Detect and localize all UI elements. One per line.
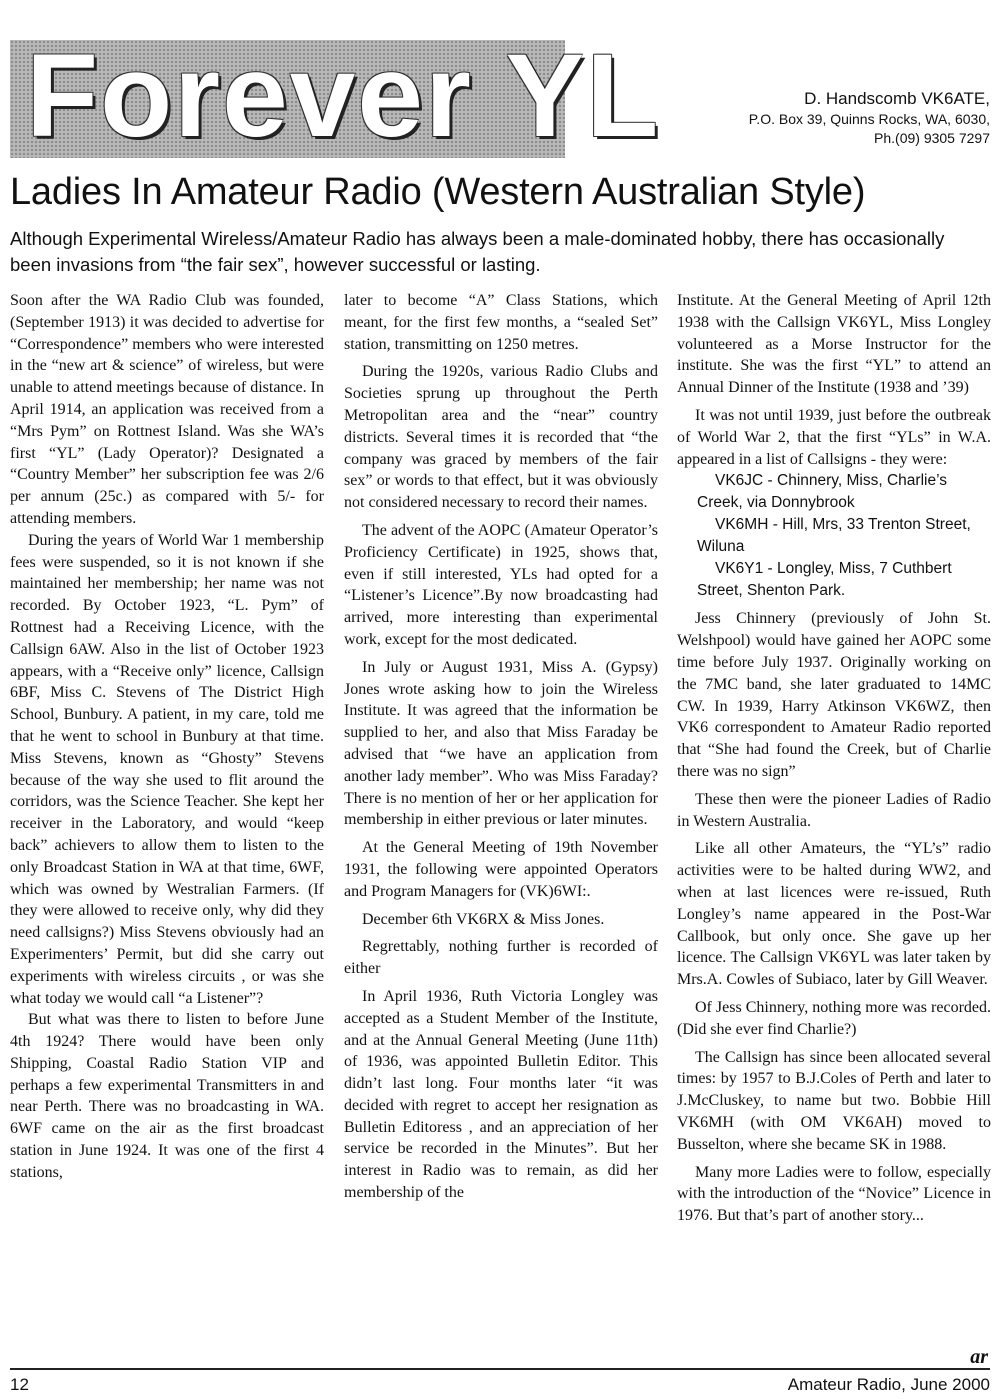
paragraph: At the General Meeting of 19th November 1931, the following were appointed Operators and Program Managers for (VK)6WI:. <box>344 839 658 900</box>
text-column-3 <box>677 290 991 1227</box>
paragraph: But what was there to listen to before June 4th 1924? There would have been only Shipping, Coastal Radio Station VIP and perhaps a few experimental Transmitters in and near Perth. There was no broadcasting in WA. 6WF came on the air as the first broadcast station in June 1924. It was one of the first 4 stations, <box>10 1011 324 1181</box>
paragraph: During the 1920s, various Radio Clubs and Societies sprung up throughout the Perth Metropolitan area and the “near” country districts. Several times it is recorded that “the company was graced by members of the fair sex” or words to that effect, but it was obviously not considered necessary to record their names. <box>344 363 658 512</box>
column-banner <box>10 30 661 162</box>
author-name: D. Handscomb VK6ATE, <box>804 89 990 108</box>
end-mark: ar <box>970 1346 988 1368</box>
paragraph: later to become “A” Class Stations, which meant, for the first few months, a “sealed Set” station, transmitting on 1250 metres. <box>344 292 658 353</box>
paragraph: The advent of the AOPC (Amateur Operator’s Proficiency Certificate) in 1925, shows that, even if still interested, YLs had opted for a “Listener’s Licence”.By now broadcasting had arrived, more interesting than experimental work, except for the most dedicated. <box>344 521 658 648</box>
paragraph: During the years of World War 1 membership fees were suspended, so it is not known if she maintained her membership; her name was not recorded. By October 1923, “L. Pym” of Rottnest had a Receiving Licence, with the Callsign 6AW. Also in the list of October 1923 appears, with a “Receive only” licence, Callsign 6BF, Miss C. Stevens of The District High School, Bunbury. A patient, in my care, told me that he went to school in Bunbury at that time. Miss Stevens, known as “Ghosty” Stevens because of the way she used to flit around the corridors, was the Science Teacher. She kept her receiver in the Laboratory, and would “keep back” achievers to allow them to listen to the only Broadcast Station in WA at that time, 6WF, which was owned by Westralian Farmers. (If they were allowed to receive only, why did they need callsigns?) Miss Stevens obviously had an Experimenters’ Permit, but did she carry out experiments with wireless circuits , or was she what today we would call “a Listener”? <box>10 531 324 1007</box>
paragraph: In July or August 1931, Miss A. (Gypsy) Jones wrote asking how to join the Wireless Institute. It was agreed that the information be supplied to her, and also that Miss Faraday be advised that “we have an application from another lady member”. Who was Miss Faraday? There is no mention of her or her application for membership in either previous or later minutes. <box>344 658 658 829</box>
paragraph: Soon after the WA Radio Club was founded, (September 1913) it was decided to advertise for “Correspondence” members who were interested in the “new art & science” of wireless, but were unable to attend meetings because of distance. In April 1914, an application was received from a “Mrs Pym” on Rottnest Island. Was she WA’s first “YL” (Lady Operator)? Designated a “Country Member” her subscription fee was 2/6 per annum (25c.) as compared with 5/- for attending members. <box>10 292 324 527</box>
paragraph: Many more Ladies were to follow, especially with the introduction of the “Novice” Licence in 1976. But that’s part of another story... <box>677 1163 991 1225</box>
paragraph: The Callsign has since been allocated several times: by 1957 to B.J.Coles of Perth and later to J.McCluskey, to name but two. Bobbie Hill VK6MH (with OM VK6AH) moved to Busselton, where she became SK in 1988. <box>677 1048 991 1153</box>
banner-title: Forever YL <box>26 30 661 162</box>
paragraph: These then were the pioneer Ladies of Radio in Western Australia. <box>677 790 991 830</box>
callsign-entry: VK6MH - Hill, Mrs, 33 Trenton Street, Wiluna <box>697 516 971 556</box>
paragraph: In April 1936, Ruth Victoria Longley was accepted as a Student Member of the Institute, and at the Annual General Meeting (June 11th) of 1936, was appointed Bulletin Editor. This didn’t last long. Four months later “it was decided with regret to accept her resignation as Bulletin Editoress , and an appreciation of her service be recorded in the Minutes”. But her interest in Radio was to remain, as did her membership of the <box>344 987 658 1202</box>
page-number: 12 <box>10 1375 29 1394</box>
article-standfirst: Although Experimental Wireless/Amateur Radio has always been a male-dominated hobby, there has occasionally been invasions from “the fair sex”, however successful or lasting. <box>10 228 945 275</box>
author-block <box>749 88 990 148</box>
paragraph: Like all other Amateurs, the “YL’s” radio activities were to be halted during WW2, and when at last licences were re-issued, Ruth Longley’s name appeared in the Post-War Callbook, but only once. She gave up her licence. The Callsign VK6YL was later taken by Mrs.A. Cowles of Subiaco, later by Gill Weaver. <box>677 840 991 989</box>
paragraph: Jess Chinnery (previously of John St. Welshpool) would have gained her AOPC some time before July 1937. Originally working on the 7MC band, she later graduated to 14MC CW. In 1939, Harry Atkinson VK6WZ, then VK6 correspondent to Amateur Radio reported that “She had found the Creek, but of Charlie there was no sign” <box>677 610 991 780</box>
paragraph: Regrettably, nothing further is recorded of either <box>344 938 658 978</box>
text-column-2 <box>344 290 658 1204</box>
paragraph: Of Jess Chinnery, nothing more was recorded. (Did she ever find Charlie?) <box>677 998 991 1038</box>
callsign-entry: VK6Y1 - Longley, Miss, 7 Cuthbert Street, Shenton Park. <box>697 560 952 600</box>
author-phone: Ph.(09) 9305 7297 <box>874 130 990 146</box>
paragraph: December 6th VK6RX & Miss Jones. <box>362 910 605 928</box>
text-column-1 <box>10 290 324 1184</box>
paragraph: It was not until 1939, just before the outbreak of World War 2, that the first “YLs” in W.A. appeared in a list of Callsigns - they were: <box>677 406 991 468</box>
callsign-entry: VK6JC - Chinnery, Miss, Charlie’s Creek, via Donnybrook <box>697 472 947 512</box>
author-address: P.O. Box 39, Quinns Rocks, WA, 6030, <box>748 111 990 127</box>
publication-info: Amateur Radio, June 2000 <box>787 1375 990 1394</box>
paragraph: Institute. At the General Meeting of April 12th 1938 with the Callsign VK6YL, Miss Longley volunteered as a Morse Instructor for the institute. She was the first “YL” to attend an Annual Dinner of the Institute (1938 and ’39) <box>677 292 991 397</box>
article-headline: Ladies In Amateur Radio (Western Australian Style) <box>10 171 866 213</box>
footer-rule <box>10 1368 990 1370</box>
